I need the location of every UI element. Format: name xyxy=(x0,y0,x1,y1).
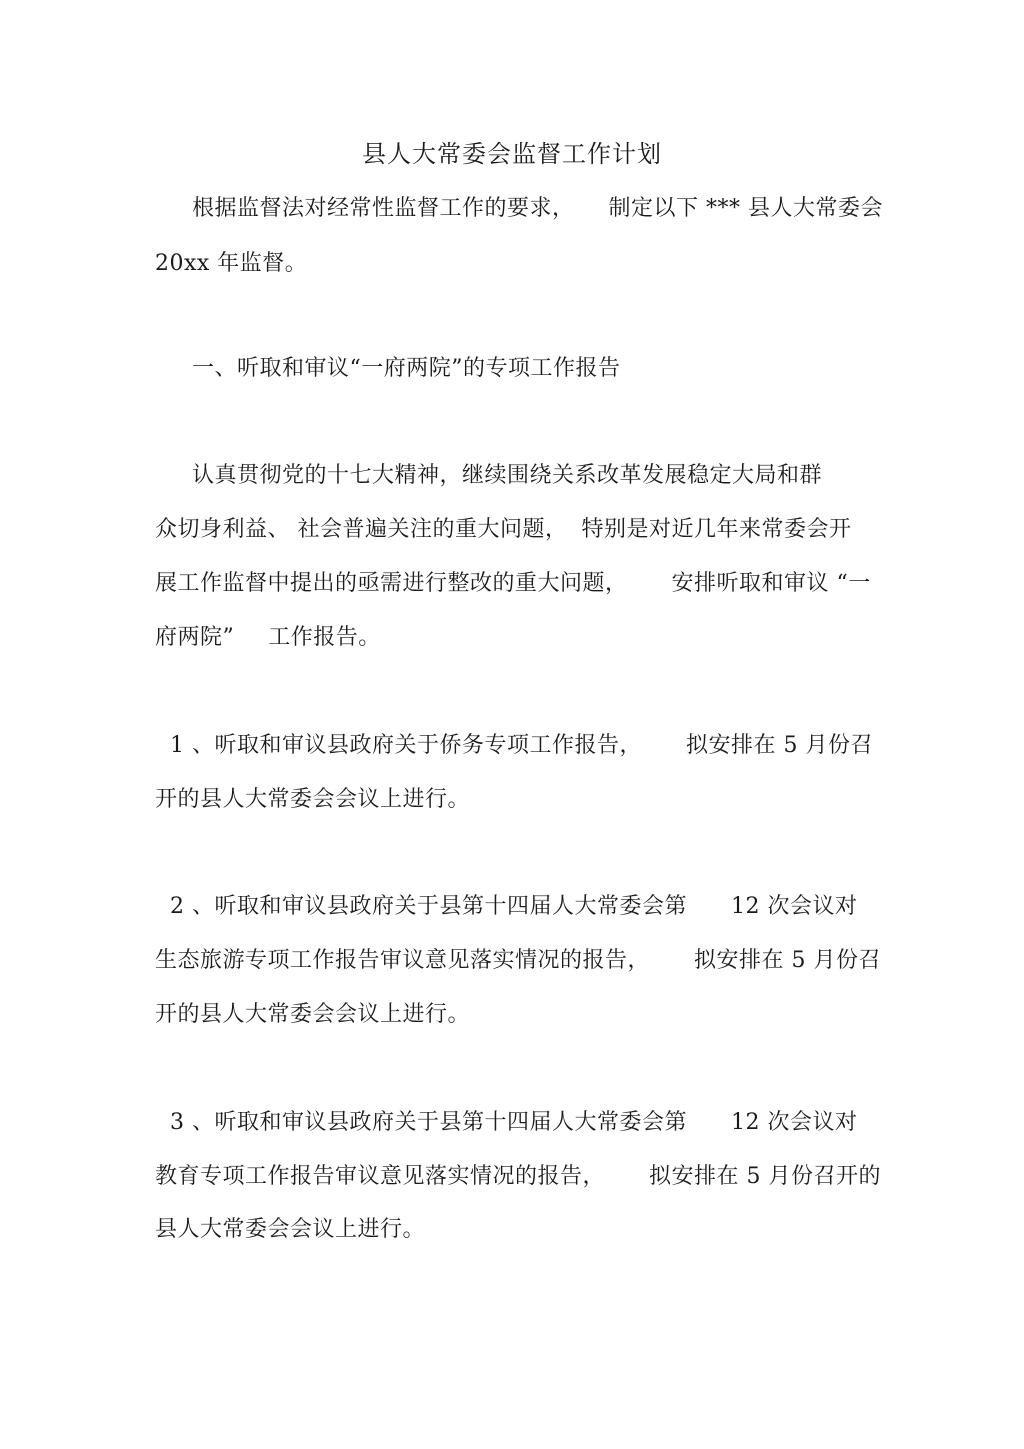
intro-text: 制定以下 *** 县人大常委会 xyxy=(608,196,884,221)
list-item-2-line: 开的县人大常委会会议上进行。 xyxy=(155,1002,471,1027)
paragraph-text: 众切身利益、 社会普遍关注的重大问题， xyxy=(155,517,568,542)
paragraph-line xyxy=(155,515,875,545)
list-item-text: 拟安排在 5 月份召开的 xyxy=(649,1164,881,1189)
paragraph-line xyxy=(155,623,875,653)
list-item-text: 拟安排在 5 月份召 xyxy=(686,733,873,758)
document-title: 县人大常委会监督工作计划 xyxy=(362,140,662,168)
intro-line-2: 20xx 年监督。 xyxy=(155,251,308,276)
paragraph-line xyxy=(155,569,875,599)
intro-text: 根据监督法对经常性监督工作的要求， xyxy=(192,196,575,221)
intro-line-1 xyxy=(192,194,882,224)
list-item-text: 2 、听取和审议县政府关于县第十四届人大常委会第 xyxy=(170,894,687,919)
paragraph-text: 工作报告。 xyxy=(268,625,381,650)
paragraph-text: 府两院” xyxy=(155,625,235,650)
list-item-text: 12 次会议对 xyxy=(731,1110,858,1135)
list-item-3-line xyxy=(155,1162,881,1192)
paragraph-text: 特别是对近几年来常委会开 xyxy=(581,517,852,542)
list-item-text: 1 、听取和审议县政府关于侨务专项工作报告， xyxy=(170,733,642,758)
list-item-text: 12 次会议对 xyxy=(731,894,858,919)
list-item-text: 3 、听取和审议县政府关于县第十四届人大常委会第 xyxy=(170,1110,687,1135)
paragraph-line: 认真贯彻党的十七大精神，继续围绕关系改革发展稳定大局和群 xyxy=(192,463,823,488)
list-item-text: 生态旅游专项工作报告审议意见落实情况的报告， xyxy=(155,948,651,973)
paragraph-text: 安排听取和审议 “一 xyxy=(671,571,871,596)
list-item-3-line: 县人大常委会会议上进行。 xyxy=(155,1217,426,1242)
section-heading: 一、听取和审议“一府两院”的专项工作报告 xyxy=(192,356,621,381)
paragraph-text: 展工作监督中提出的亟需进行整改的重大问题， xyxy=(155,571,628,596)
list-item-2-line xyxy=(170,892,875,922)
list-item-3-line xyxy=(170,1108,875,1138)
list-item-1-line: 开的县人大常委会会议上进行。 xyxy=(155,787,471,812)
list-item-2-line xyxy=(155,946,881,976)
list-item-text: 拟安排在 5 月份召 xyxy=(694,948,881,973)
list-item-text: 教育专项工作报告审议意见落实情况的报告， xyxy=(155,1164,606,1189)
list-item-1-line xyxy=(170,731,875,761)
